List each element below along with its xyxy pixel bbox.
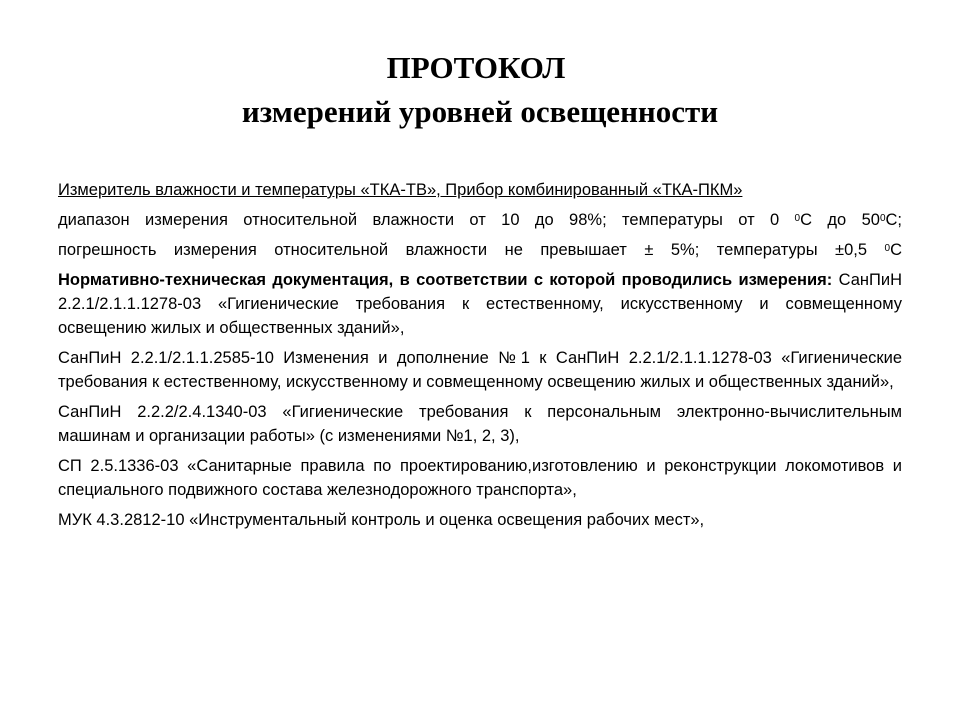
instruments-line — [58, 178, 902, 202]
normative-text: СанПиН 2.2.1/2.1.1.1278-03 «Гигиенические требования к естественному, искусственному и совмещенному освещению жилых и общественных зданий», — [58, 271, 903, 337]
protocol-title: ПРОТОКОЛ — [386, 50, 566, 85]
range-text-3: С; — [885, 211, 902, 229]
instruments-text: Измеритель влажности и температуры «ТКА-ТВ», Прибор комбинированный «ТКА-ПКМ» — [58, 181, 743, 199]
measurement-error-line — [58, 238, 902, 262]
range-text-2: С до 50 — [800, 211, 880, 229]
protocol-body — [58, 178, 902, 538]
protocol-subtitle: измерений уровней освещенности — [241, 94, 719, 129]
measurement-range-line — [58, 208, 902, 232]
error-text-2: С — [890, 241, 902, 259]
range-text-1: диапазон измерения относительной влажности от 10 до 98%; температуры от 0 — [58, 211, 795, 229]
degree-mark: 0 — [884, 243, 891, 254]
document-item: СанПиН 2.2.1/2.1.1.2585-10 Изменения и дополнение №1 к СанПиН 2.2.1/2.1.1.1278-03 «Гигиенические требования к естественному, искусственному и совмещенному освещению жилых и общественных зданий», — [58, 349, 902, 391]
document-item: СанПиН 2.2.2/2.4.1340-03 «Гигиенические требования к персональным электронно-вычислительным машинам и организации работы» (с изменениями №1, 2, 3), — [58, 403, 902, 445]
normative-documentation — [58, 268, 902, 340]
title-block — [0, 48, 960, 132]
normative-heading: Нормативно-техническая документация, в соответствии с которой проводились измерения: — [58, 271, 833, 289]
degree-mark: 0 — [879, 213, 886, 224]
document-item: СП 2.5.1336-03 «Санитарные правила по проектированию,изготовлению и реконструкции локомотивов и специального подвижного состава железнодорожного транспорта», — [58, 457, 902, 499]
document-item: МУК 4.3.2812-10 «Инструментальный контроль и оценка освещения рабочих мест», — [58, 511, 705, 529]
degree-mark: 0 — [794, 213, 801, 224]
error-text-1: погрешность измерения относительной влажности не превышает ± 5%; температуры ±0,5 — [58, 241, 885, 259]
